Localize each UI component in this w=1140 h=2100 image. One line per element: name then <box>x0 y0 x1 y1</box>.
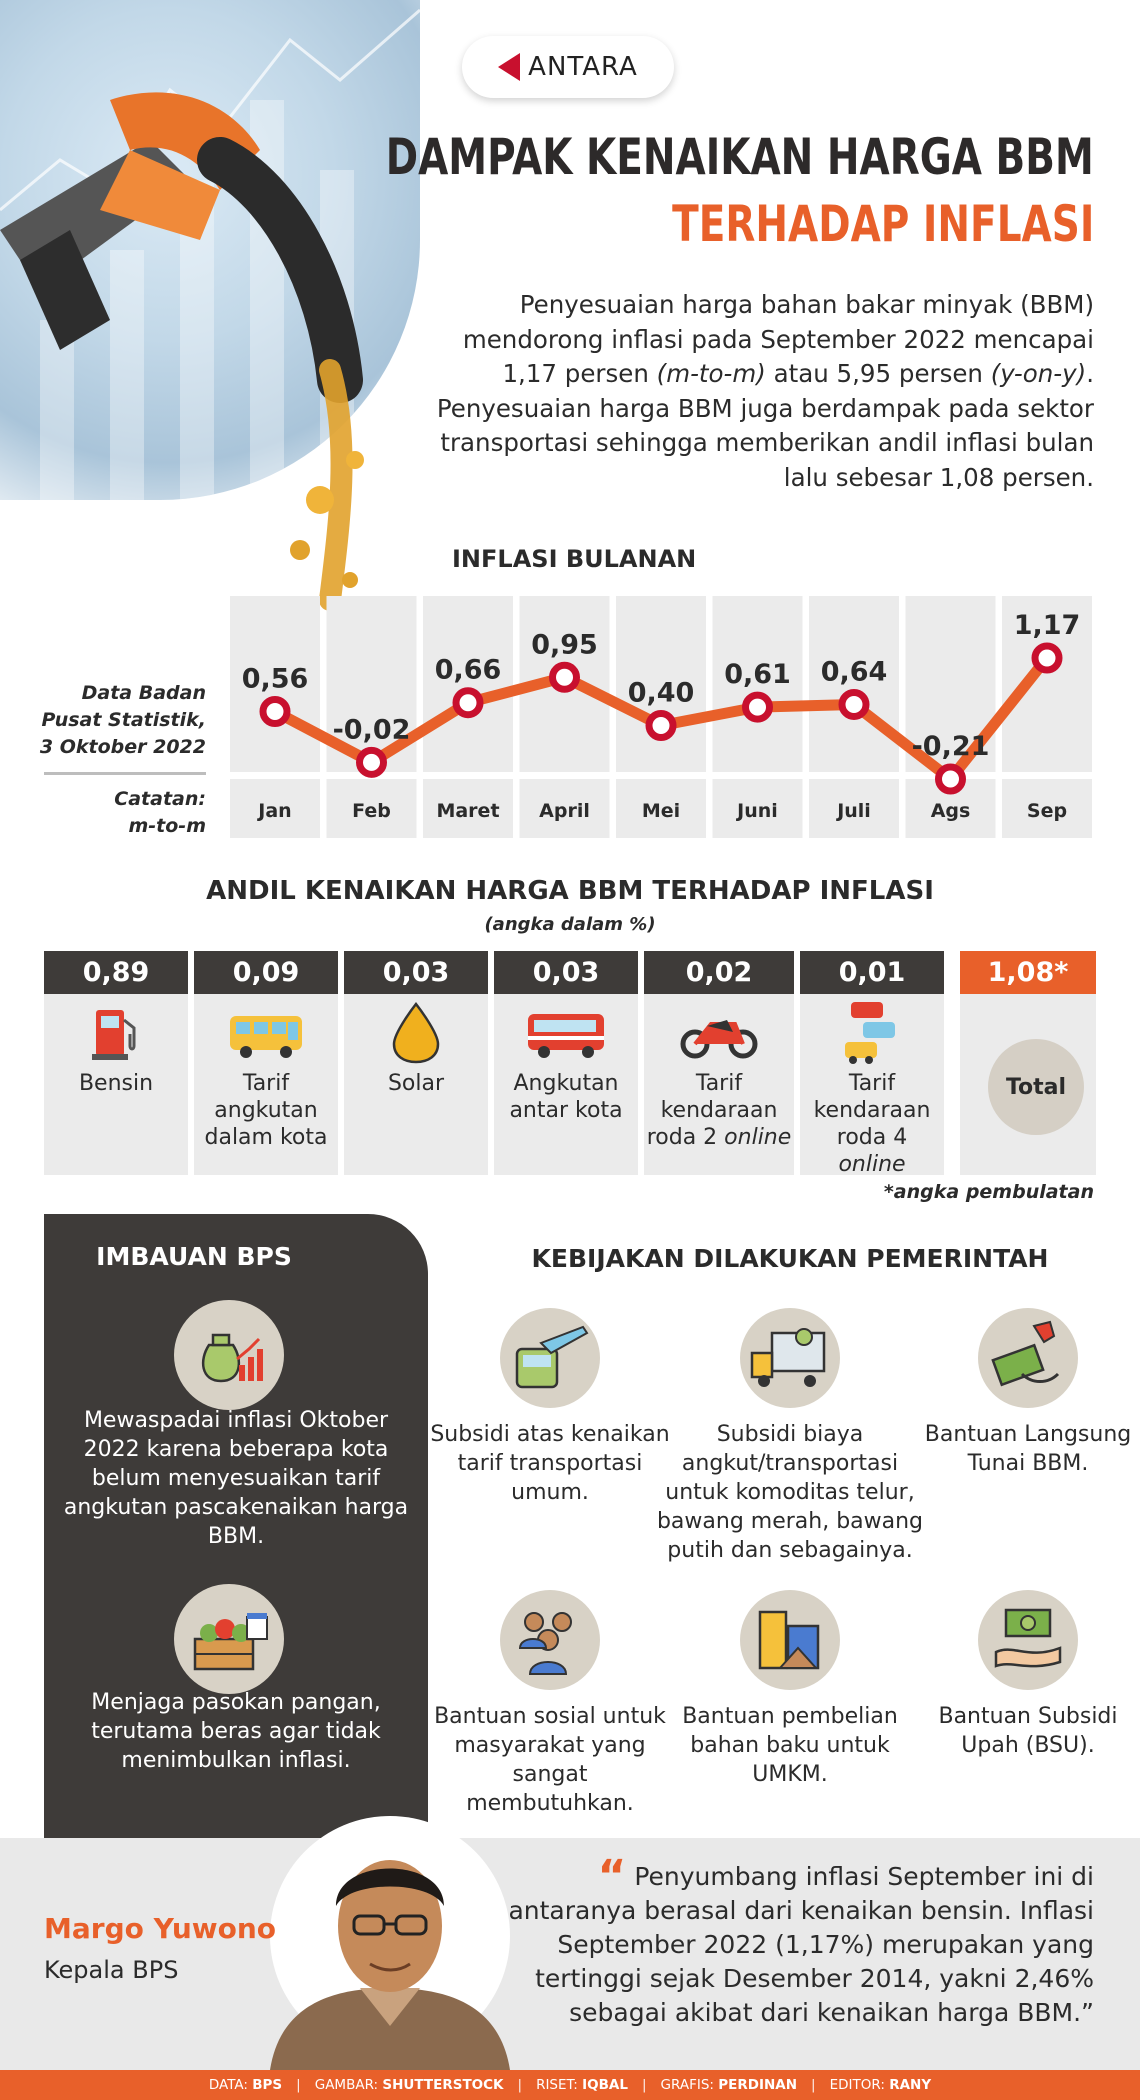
oil-drop-icon <box>386 1000 446 1064</box>
data-label: 0,40 <box>627 677 695 709</box>
wage-subsidy-icon <box>988 1600 1068 1680</box>
intro-text-c: . Penyesuaian harga BBM juga berdampak pada sektor transportasi sehingga memberikan andil inflasi bulan lalu sebesar 1,08 persen. <box>436 359 1094 492</box>
andil-label: Angkutan antar kota <box>509 1071 623 1123</box>
andil-card-bensin <box>44 951 188 1175</box>
andil-label-online: online <box>724 1125 792 1150</box>
data-label: 0,95 <box>531 629 598 661</box>
imbauan-text: Menjaga pasokan pangan, terutama beras agar tidak menimbulkan inflasi. <box>91 1690 381 1773</box>
andil-label <box>800 1070 944 1178</box>
intercity-bus-icon <box>524 1002 608 1062</box>
andil-value: 0,03 <box>494 951 638 994</box>
intro-yoy: (y-on-y) <box>990 359 1087 388</box>
imbauan-title: IMBAUAN BPS <box>96 1242 292 1271</box>
data-label: 0,56 <box>241 663 309 695</box>
kebijakan-title: KEBIJAKAN DILAKUKAN PEMERINTAH <box>531 1244 1049 1273</box>
data-point <box>263 699 287 723</box>
tick-label: Juli <box>837 800 871 822</box>
bus-icon <box>226 1002 306 1062</box>
monthly-inflation-chart <box>230 596 1096 838</box>
credit-data: DATA: BPS <box>208 2077 283 2093</box>
motorcycle-icon <box>677 1002 761 1062</box>
tick-label: Maret <box>436 800 500 822</box>
antara-mark-icon <box>498 53 520 81</box>
imbauan-panel <box>44 1214 428 1838</box>
tick-label: Jan <box>258 800 292 822</box>
chart-title: INFLASI BULANAN <box>452 545 697 573</box>
page-subtitle: TERHADAP INFLASI <box>671 195 1094 253</box>
tick-label: April <box>539 800 590 822</box>
data-point <box>939 767 963 791</box>
andil-value: 0,89 <box>44 951 188 994</box>
data-point <box>553 665 577 689</box>
kebijakan-text: Bantuan Subsidi Upah (BSU). <box>938 1704 1118 1758</box>
andil-card-angkutan-antar-kota <box>494 951 638 1175</box>
kebijakan-text: Bantuan pembelian bahan baku untuk UMKM. <box>682 1704 898 1787</box>
kebijakan-text: Subsidi biaya angkut/transportasi untuk komoditas telur, bawang merah, bawang putih dan sebagainya. <box>656 1422 924 1563</box>
kebijakan-item <box>908 1308 1140 1478</box>
data-label: 0,61 <box>724 659 791 691</box>
note-value: m-to-m <box>128 815 206 837</box>
tick-label: Mei <box>641 800 681 822</box>
andil-value: 0,03 <box>344 951 488 994</box>
intro-paragraph <box>414 288 1094 495</box>
kebijakan-item <box>670 1590 910 1789</box>
logo-text: ANTARA <box>528 52 638 82</box>
intro-mtm: (m-to-m) <box>656 359 766 388</box>
data-point <box>842 692 866 716</box>
andil-label <box>644 1070 794 1151</box>
speaker-name: Margo Yuwono <box>44 1912 277 1945</box>
quote-body: Penyumbang inflasi September ini di antaranya berasal dari kenaikan bensin. Inflasi September 2022 (1,17%) merupakan yang tertinggi sejak Desember 2014, yakni 2,46% sebagai akibat dari kenaikan harga BBM.” <box>508 1862 1094 2027</box>
money-bag-chart-icon <box>174 1300 284 1410</box>
transport-subsidy-icon <box>511 1319 589 1397</box>
tick-label: Juni <box>737 800 778 822</box>
data-point <box>1035 646 1059 670</box>
imbauan-text: Mewaspadai inflasi Oktober 2022 karena beberapa kota belum menyesuaikan tarif angkutan pascakenaikan harga BBM. <box>63 1408 409 1549</box>
antara-logo <box>462 36 674 98</box>
andil-label-text: Tarif kendaraan roda 2 <box>646 1071 778 1150</box>
cash-fuel-icon <box>988 1318 1068 1398</box>
page-title: DAMPAK KENAIKAN HARGA BBM <box>385 128 1094 186</box>
quote-mark-icon: “ <box>597 1851 627 1902</box>
andil-title: ANDIL KENAIKAN HARGA BBM TERHADAP INFLASI <box>206 876 934 906</box>
tick-label: Feb <box>352 800 391 822</box>
andil-subtitle: (angka dalam %) <box>484 914 656 935</box>
credit-gambar: GAMBAR: SHUTTERSTOCK <box>314 2077 504 2093</box>
people-group-icon <box>510 1600 590 1680</box>
andil-value: 0,09 <box>194 951 338 994</box>
kebijakan-item <box>908 1590 1140 1760</box>
andil-value: 0,01 <box>800 951 944 994</box>
data-label: -0,21 <box>911 731 990 762</box>
kebijakan-item <box>650 1308 930 1565</box>
andil-value: 0,02 <box>644 951 794 994</box>
andil-label-text: Tarif kendaraan roda 4 <box>813 1071 931 1150</box>
data-point <box>360 750 384 774</box>
chart-note <box>30 786 206 840</box>
data-label: 0,66 <box>434 654 502 686</box>
kebijakan-text: Bantuan Langsung Tunai BBM. <box>924 1422 1132 1476</box>
chart-source: Data Badan Pusat Statistik, 3 Oktober 2022 <box>39 682 206 758</box>
tick-label: Sep <box>1026 800 1068 822</box>
credits-bar: DATA: BPS | GAMBAR: SHUTTERSTOCK | RISET: IQBAL | GRAFIS: PERDINAN | EDITOR: RANY <box>0 2070 1140 2100</box>
andil-label: Solar <box>387 1071 445 1096</box>
data-point <box>456 691 480 715</box>
credit-riset: RISET: IQBAL <box>536 2077 628 2093</box>
credit-editor: EDITOR: RANY <box>829 2077 932 2093</box>
andil-total-value: 1,08* <box>960 951 1096 994</box>
data-point <box>649 714 673 738</box>
andil-label-online: online <box>838 1152 906 1177</box>
chart-divider <box>44 772 206 775</box>
data-point <box>746 695 770 719</box>
tick-label: Ags <box>930 800 971 822</box>
data-label: -0,02 <box>332 714 411 746</box>
andil-label: Bensin <box>78 1071 154 1096</box>
food-supply-icon <box>174 1584 284 1694</box>
kebijakan-item <box>430 1308 670 1507</box>
credit-grafis: GRAFIS: PERDINAN <box>660 2077 798 2093</box>
andil-card-solar <box>344 951 488 1175</box>
kebijakan-item <box>430 1590 670 1818</box>
andil-card-roda-2 <box>644 951 794 1175</box>
andil-label: Tarif angkutan dalam kota <box>204 1071 328 1150</box>
andil-card-total <box>960 951 1096 1175</box>
kebijakan-text: Bantuan sosial untuk masyarakat yang sangat membutuhkan. <box>434 1704 666 1816</box>
cars-icon <box>837 998 907 1066</box>
kebijakan-text: Subsidi atas kenaikan tarif transportasi umum. <box>430 1422 670 1505</box>
quote-text <box>494 1851 1094 2030</box>
intro-text-b: atau 5,95 persen <box>765 359 991 388</box>
fuel-pump-icon <box>86 1002 146 1062</box>
note-label: Catatan: <box>114 788 206 810</box>
andil-card-angkutan-dalam-kota <box>194 951 338 1175</box>
delivery-truck-icon <box>748 1323 832 1393</box>
data-label: 0,64 <box>820 656 888 688</box>
intro-text-a: Penyesuaian harga bahan bakar minyak (BBM) mendorong inflasi pada September 2022 mencapai 1,17 persen <box>462 290 1094 388</box>
andil-total-label: Total <box>988 1039 1084 1135</box>
raw-materials-icon <box>750 1600 830 1680</box>
speaker-role: Kepala BPS <box>44 1956 179 1984</box>
data-label: 1,17 <box>1013 610 1081 641</box>
footnote: *angka pembulatan <box>883 1181 1094 1203</box>
andil-card-roda-4 <box>800 951 944 1175</box>
